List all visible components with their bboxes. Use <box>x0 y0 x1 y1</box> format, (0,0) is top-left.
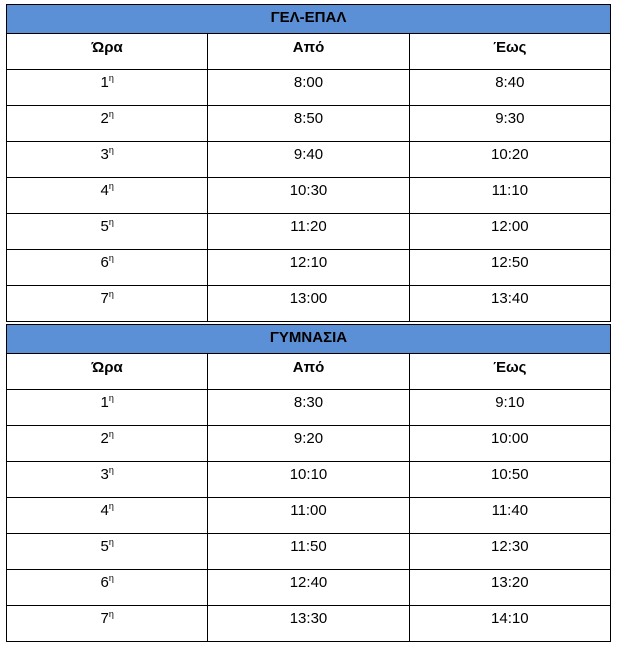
from-cell: 11:20 <box>208 214 409 250</box>
hour-ordinal-suffix: η <box>108 573 114 583</box>
table-title: ΓΥΜΝΑΣΙΑ <box>7 325 611 354</box>
from-cell: 8:50 <box>208 106 409 142</box>
table-row <box>7 390 611 426</box>
column-header-hour: Ώρα <box>7 34 208 70</box>
hour-number: 3 <box>100 466 109 483</box>
to-cell: 9:30 <box>409 106 610 142</box>
hour-number: 1 <box>100 394 109 411</box>
from-cell: 12:10 <box>208 250 409 286</box>
hour-number: 5 <box>100 538 109 555</box>
hour-cell <box>7 70 208 106</box>
from-cell: 13:00 <box>208 286 409 322</box>
column-header-to: Έως <box>409 354 610 390</box>
to-cell: 14:10 <box>409 606 610 642</box>
from-cell: 8:30 <box>208 390 409 426</box>
hour-number: 4 <box>100 502 109 519</box>
schedule-tables <box>6 4 611 642</box>
from-cell: 11:00 <box>208 498 409 534</box>
from-cell: 9:40 <box>208 142 409 178</box>
hour-number: 2 <box>100 110 109 127</box>
hour-ordinal-suffix: η <box>108 253 114 263</box>
hour-ordinal-suffix: η <box>108 289 114 299</box>
hour-cell <box>7 498 208 534</box>
from-cell: 10:10 <box>208 462 409 498</box>
to-cell: 12:50 <box>409 250 610 286</box>
hour-number: 1 <box>100 74 109 91</box>
to-cell: 10:50 <box>409 462 610 498</box>
table-row <box>7 462 611 498</box>
hour-ordinal-suffix: η <box>108 537 114 547</box>
schedule-table <box>6 324 611 642</box>
hour-cell <box>7 250 208 286</box>
to-cell: 13:40 <box>409 286 610 322</box>
from-cell: 12:40 <box>208 570 409 606</box>
hour-number: 6 <box>100 574 109 591</box>
table-header-row <box>7 354 611 390</box>
hour-number: 3 <box>100 146 109 163</box>
hour-ordinal-suffix: η <box>108 217 114 227</box>
hour-ordinal-suffix: η <box>108 109 114 119</box>
table-title-row <box>7 325 611 354</box>
hour-number: 2 <box>100 430 109 447</box>
from-cell: 9:20 <box>208 426 409 462</box>
hour-cell <box>7 178 208 214</box>
to-cell: 11:10 <box>409 178 610 214</box>
table-row <box>7 106 611 142</box>
hour-ordinal-suffix: η <box>108 181 114 191</box>
hour-ordinal-suffix: η <box>108 429 114 439</box>
table-row <box>7 250 611 286</box>
hour-cell <box>7 286 208 322</box>
hour-ordinal-suffix: η <box>108 73 114 83</box>
table-row <box>7 286 611 322</box>
table-title-row <box>7 5 611 34</box>
table-row <box>7 606 611 642</box>
to-cell: 8:40 <box>409 70 610 106</box>
hour-number: 4 <box>100 182 109 199</box>
table-header-row <box>7 34 611 70</box>
to-cell: 12:30 <box>409 534 610 570</box>
table-row <box>7 498 611 534</box>
column-header-to: Έως <box>409 34 610 70</box>
table-row <box>7 70 611 106</box>
hour-cell <box>7 142 208 178</box>
table-row <box>7 214 611 250</box>
column-header-from: Από <box>208 34 409 70</box>
hour-cell <box>7 214 208 250</box>
to-cell: 12:00 <box>409 214 610 250</box>
hour-cell <box>7 534 208 570</box>
hour-ordinal-suffix: η <box>108 501 114 511</box>
hour-cell <box>7 462 208 498</box>
to-cell: 10:20 <box>409 142 610 178</box>
from-cell: 13:30 <box>208 606 409 642</box>
hour-ordinal-suffix: η <box>108 465 114 475</box>
to-cell: 11:40 <box>409 498 610 534</box>
to-cell: 10:00 <box>409 426 610 462</box>
hour-ordinal-suffix: η <box>108 393 114 403</box>
table-row <box>7 142 611 178</box>
hour-cell <box>7 606 208 642</box>
hour-number: 7 <box>100 610 109 627</box>
column-header-from: Από <box>208 354 409 390</box>
hour-cell <box>7 390 208 426</box>
from-cell: 8:00 <box>208 70 409 106</box>
table-row <box>7 426 611 462</box>
table-title: ΓΕΛ-ΕΠΑΛ <box>7 5 611 34</box>
from-cell: 11:50 <box>208 534 409 570</box>
hour-cell <box>7 426 208 462</box>
column-header-hour: Ώρα <box>7 354 208 390</box>
table-row <box>7 178 611 214</box>
table-body <box>7 70 611 322</box>
to-cell: 9:10 <box>409 390 610 426</box>
hour-number: 7 <box>100 290 109 307</box>
table-row <box>7 570 611 606</box>
table-body <box>7 390 611 642</box>
from-cell: 10:30 <box>208 178 409 214</box>
schedule-table <box>6 4 611 322</box>
hour-ordinal-suffix: η <box>108 609 114 619</box>
to-cell: 13:20 <box>409 570 610 606</box>
table-row <box>7 534 611 570</box>
hour-cell <box>7 106 208 142</box>
hour-number: 5 <box>100 218 109 235</box>
hour-cell <box>7 570 208 606</box>
hour-ordinal-suffix: η <box>108 145 114 155</box>
hour-number: 6 <box>100 254 109 271</box>
